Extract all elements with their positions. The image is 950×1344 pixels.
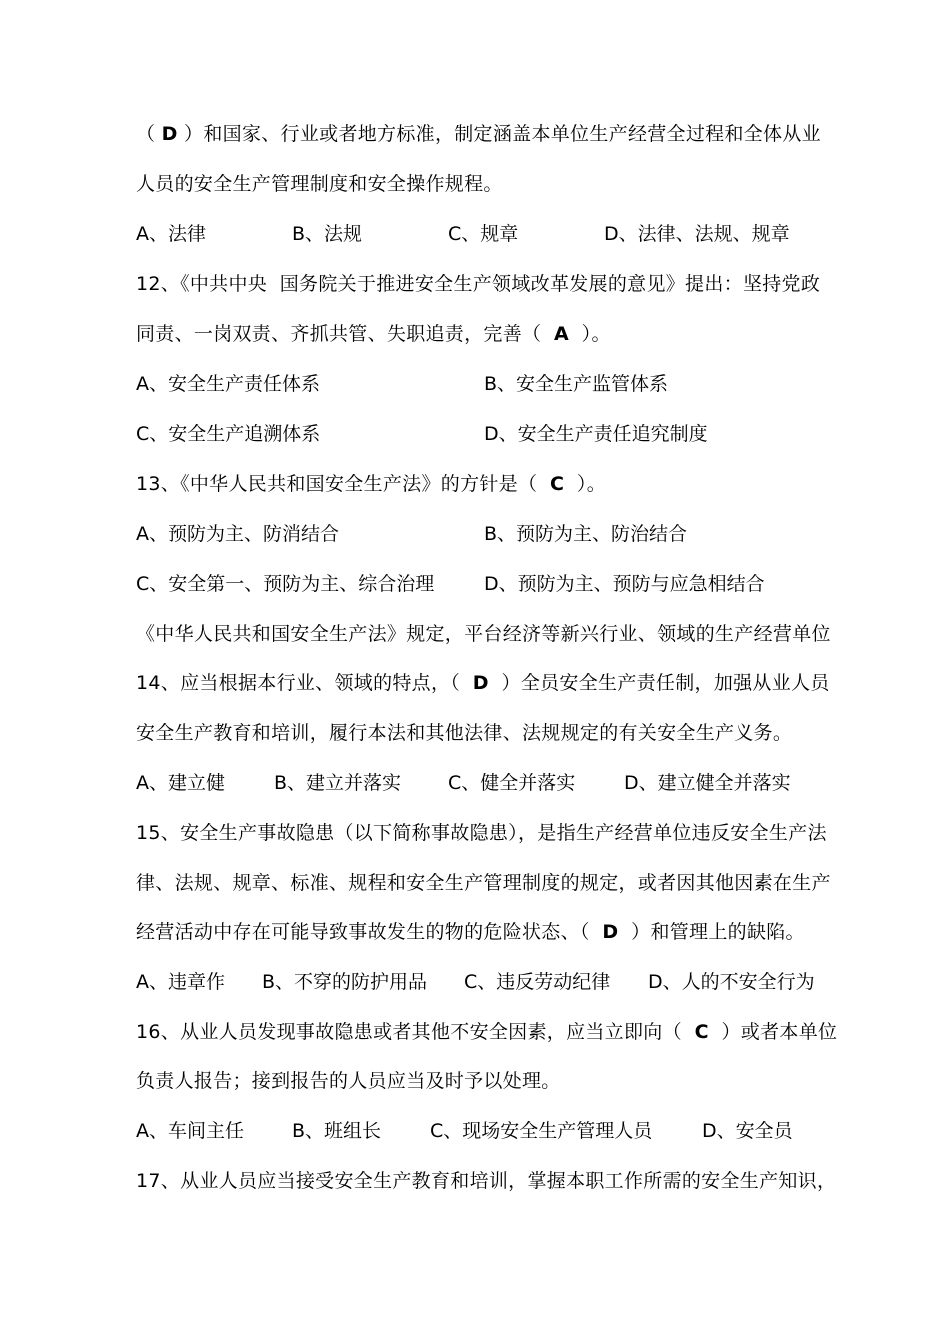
q13-stem-prefix: 13、《中华人民共和国安全生产法》的方针是（ [136,473,550,495]
q13-answer: C [549,473,565,495]
q14-stem-line-1 [136,668,830,698]
q13-stem-suffix: ）。 [564,473,606,495]
q12-stem-suffix: ）。 [569,323,611,345]
q12-stem-prefix: 同责、一岗双责、齐抓共管、失职追责，完善（ [136,323,554,345]
q14-option-b: B、建立并落实 [274,772,402,794]
q14-stem-line-2: 安全生产教育和培训，履行本法和其他法律、法规规定的有关安全生产义务。 [136,722,793,744]
q12-option-b: B、安全生产监管体系 [484,373,669,395]
q17-stem-line-1: 17、从业人员应当接受安全生产教育和培训，掌握本职工作所需的安全生产知识， [136,1170,837,1192]
q11-option-c: C、规章 [448,223,519,245]
q16-stem-line-2: 负责人报告；接到报告的人员应当及时予以处理。 [136,1070,561,1092]
q12-option-a: A、安全生产责任体系 [136,373,320,395]
q16-stem-prefix: 16、从业人员发现事故隐患或者其他不安全因素，应当立即向（ [136,1021,695,1043]
q16-answer: C [694,1021,709,1043]
q13-stem-line-1 [136,469,606,499]
q13-option-a: A、预防为主、防消结合 [136,523,339,545]
q13-option-d: D、预防为主、预防与应急相结合 [484,573,765,595]
q11-option-b: B、法规 [292,223,363,245]
q15-stem-line-1: 15、安全生产事故隐患（以下简称事故隐患），是指生产经营单位违反安全生产法 [136,822,827,844]
q15-option-a: A、违章作 [136,971,225,993]
q14-option-a: A、建立健 [136,772,225,794]
q15-option-d: D、人的不安全行为 [648,971,815,993]
q11-stem-line-2: 人员的安全生产管理制度和安全操作规程。 [136,173,503,195]
q11-option-d: D、法律、法规、规章 [604,223,790,245]
q14-option-c: C、健全并落实 [448,772,576,794]
q15-answer: D [602,921,619,943]
q11-stem-suffix: ）和国家、行业或者地方标准，制定涵盖本单位生产经营全过程和全体从业 [177,123,821,145]
q15-option-b: B、不穿的防护用品 [262,971,428,993]
q12-option-c: C、安全生产追溯体系 [136,423,321,445]
q13-option-b: B、预防为主、防治结合 [484,523,688,545]
q15-stem-prefix: 经营活动中存在可能导致事故发生的物的危险状态、（ [136,921,603,943]
q11-stem-prefix: （ [136,123,162,145]
q12-stem-line-1: 12、《中共中央 国务院关于推进安全生产领域改革发展的意见》提出：坚持党政 [136,273,821,295]
q16-stem-line-1 [136,1017,837,1047]
q15-option-c: C、违反劳动纪律 [464,971,611,993]
q12-option-d: D、安全生产责任追究制度 [484,423,708,445]
q14-stem-prefix: 14、应当根据本行业、领域的特点，（ [136,672,473,694]
q16-option-d: D、安全员 [702,1120,793,1142]
q11-stem-line-1 [136,119,821,149]
q16-option-b: B、班组长 [292,1120,382,1142]
q15-stem-line-2: 律、法规、规章、标准、规程和安全生产管理制度的规定，或者因其他因素在生产 [136,872,831,894]
q12-stem-line-2 [136,319,611,349]
q14-preamble: 《中华人民共和国安全生产法》规定，平台经济等新兴行业、领域的生产经营单位 [136,623,831,645]
q13-option-c: C、安全第一、预防为主、综合治理 [136,573,435,595]
q16-stem-suffix: ）或者本单位 [708,1021,838,1043]
q11-answer: D [161,123,178,145]
q12-answer: A [553,323,569,345]
q16-option-a: A、车间主任 [136,1120,244,1142]
q14-option-d: D、建立健全并落实 [624,772,791,794]
q11-option-a: A、法律 [136,223,206,245]
q14-answer: D [472,672,489,694]
q14-stem-suffix: ）全员安全生产责任制，加强从业人员 [488,672,830,694]
q15-stem-line-3 [136,917,805,947]
q16-option-c: C、现场安全生产管理人员 [430,1120,653,1142]
q15-stem-suffix: ）和管理上的缺陷。 [618,921,805,943]
